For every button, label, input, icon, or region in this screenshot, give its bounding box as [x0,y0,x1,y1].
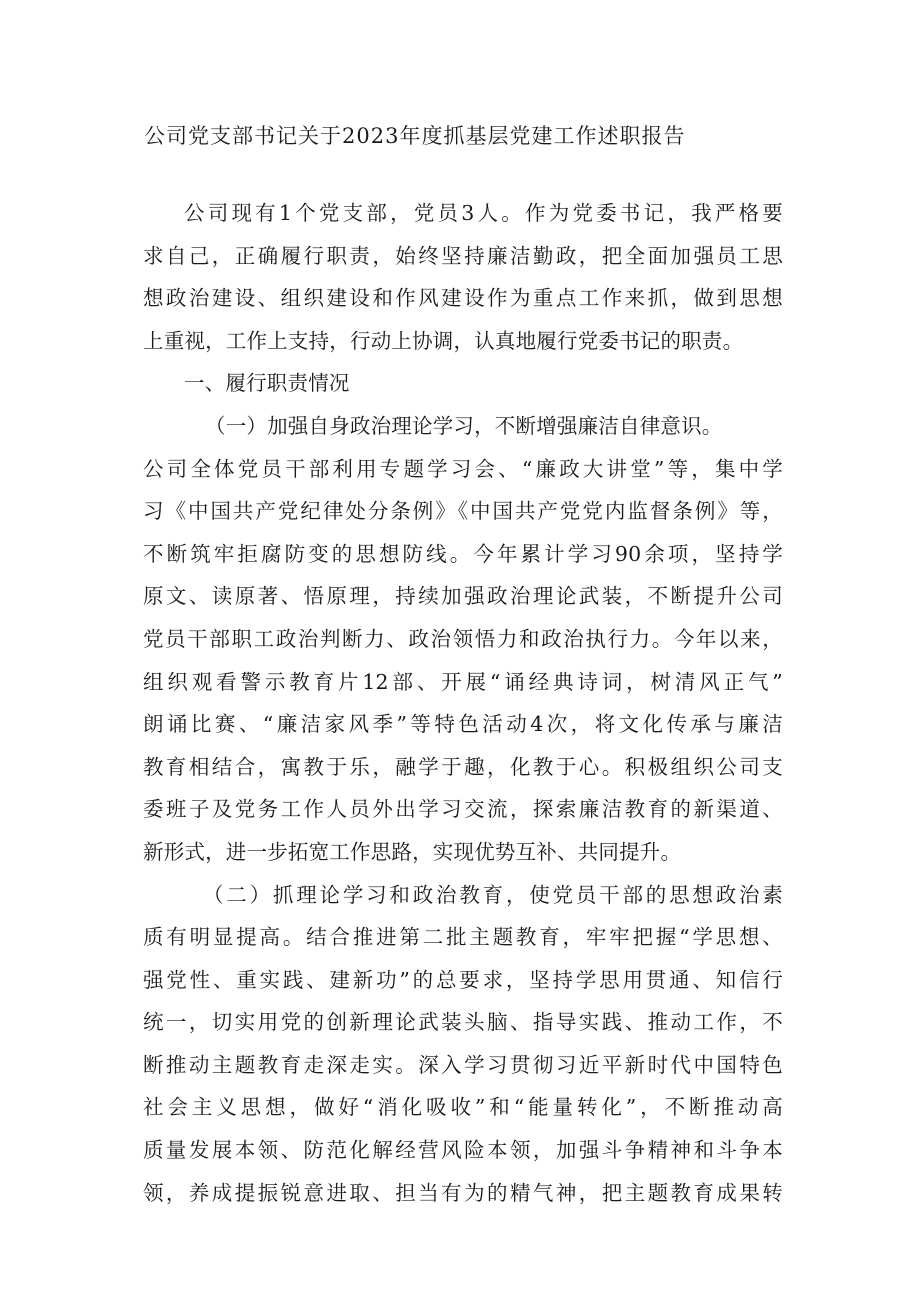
text-line: 朗诵比赛、“廉洁家风季”等特色活动4次，将文化传承与廉洁 [143,712,783,737]
document-body [143,192,783,1214]
text-line: 上重视，工作上支持，行动上协调，认真地履行党委书记的职责。 [143,328,744,353]
text-line: 党员干部职工政治判断力、政治领悟力和政治执行力。今年以来， [143,626,783,651]
text-line: 公司现有1个党支部，党员3人。作为党委书记，我严格要 [184,201,783,225]
text-line: 断推动主题教育走深走实。深入学习贯彻习近平新时代中国特色 [143,1052,783,1077]
text-line: 委班子及党务工作人员外出学习交流，探索廉洁教育的新渠道、 [143,797,783,822]
text-line: 质量发展本领、防范化解经营风险本领，加强斗争精神和斗争本 [143,1138,783,1163]
text-line: 社会主义思想，做好“消化吸收”和“能量转化”，不断推动高 [143,1095,783,1120]
text-line: 习《中国共产党纪律处分条例》《中国共产党党内监督条例》等， [143,499,783,524]
text-line: 新形式，进一步拓宽工作思路，实现优势互补、共同提升。 [143,839,682,864]
text-line: （一）加强自身政治理论学习，不断增强廉洁自律意识。 [205,413,723,438]
text-line: （二）抓理论学习和政治教育，使党员干部的思想政治素 [203,882,783,907]
text-line: 公司全体党员干部利用专题学习会、“廉政大讲堂”等，集中学 [143,456,783,481]
text-line: 求自己，正确履行职责，始终坚持廉洁勤政，把全面加强员工思 [143,243,783,268]
text-line: 不断筑牢拒腐防变的思想防线。今年累计学习90余项，坚持学 [143,541,783,566]
text-line: 想政治建设、组织建设和作风建设作为重点工作来抓，做到思想 [143,286,783,311]
text-line: 领，养成提振锐意进取、担当有为的精气神，把主题教育成果转 [143,1180,783,1205]
text-line: 强党性、重实践、建新功”的总要求，坚持学思用贯通、知信行 [143,967,783,992]
text-line: 质有明显提高。结合推进第二批主题教育，牢牢把握“学思想、 [143,925,783,950]
text-line: 组织观看警示教育片12部、开展“诵经典诗词，树清风正气” [143,669,783,694]
text-line: 统一，切实用党的创新理论武装头脑、指导实践、推动工作，不 [143,1010,783,1035]
text-line: 一、履行职责情况 [184,371,350,396]
text-line: 原文、读原著、悟原理，持续加强政治理论武装，不断提升公司 [143,584,783,609]
text-line: 教育相结合，寓教于乐，融学于趣，化教于心。积极组织公司支 [143,754,783,779]
document-title: 公司党支部书记关于2023年度抓基层党建工作述职报告 [144,124,686,148]
